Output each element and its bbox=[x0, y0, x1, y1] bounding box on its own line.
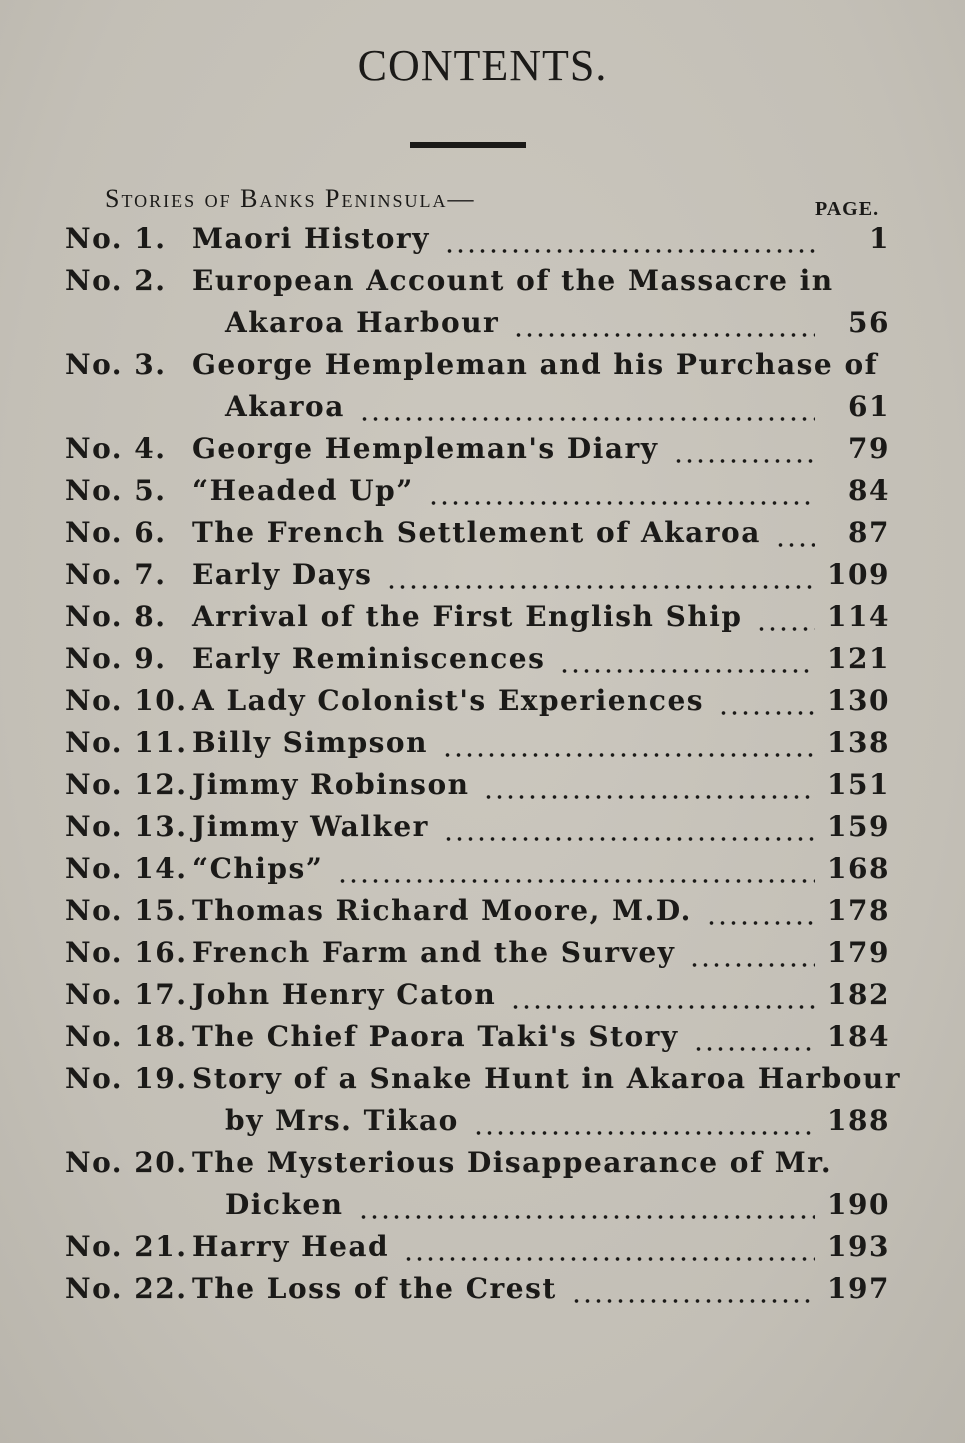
toc-entry-continuation bbox=[0, 306, 965, 348]
entry-number: No. 11. bbox=[65, 726, 188, 759]
entry-number: No. 5. bbox=[65, 474, 167, 507]
entry-number: No. 14. bbox=[65, 852, 188, 885]
entry-page-number: 193 bbox=[827, 1230, 890, 1263]
entry-title: Story of a Snake Hunt in Akaroa Harbour bbox=[192, 1062, 902, 1095]
toc-entry bbox=[0, 600, 965, 642]
entry-page-number: 79 bbox=[848, 432, 890, 465]
dot-leader bbox=[443, 836, 815, 842]
toc-entry-continuation bbox=[0, 1104, 965, 1146]
dot-leader bbox=[358, 1214, 815, 1220]
entry-title-continued: by Mrs. Tikao bbox=[225, 1104, 459, 1137]
entry-title: The Mysterious Disappearance of Mr. bbox=[192, 1146, 833, 1179]
toc-entry bbox=[0, 810, 965, 852]
entry-number: No. 15. bbox=[65, 894, 188, 927]
page-column-header: PAGE. bbox=[815, 198, 880, 220]
toc-entry-continuation bbox=[0, 390, 965, 432]
entry-number: No. 19. bbox=[65, 1062, 188, 1095]
entry-number: No. 9. bbox=[65, 642, 167, 675]
dot-leader bbox=[386, 584, 815, 590]
entry-number: No. 13. bbox=[65, 810, 188, 843]
toc-entry bbox=[0, 1272, 965, 1314]
entry-number: No. 17. bbox=[65, 978, 188, 1011]
entry-page-number: 190 bbox=[827, 1188, 890, 1221]
entry-page-number: 56 bbox=[848, 306, 890, 339]
entry-page-number: 178 bbox=[827, 894, 890, 927]
entry-number: No. 12. bbox=[65, 768, 188, 801]
entry-title: Billy Simpson bbox=[192, 726, 428, 759]
entry-title: John Henry Caton bbox=[192, 978, 497, 1011]
toc-entry bbox=[0, 432, 965, 474]
dot-leader bbox=[473, 1130, 815, 1136]
dot-leader bbox=[559, 668, 815, 674]
dot-leader bbox=[513, 332, 815, 338]
toc-entry bbox=[0, 1146, 965, 1188]
entry-title: French Farm and the Survey bbox=[192, 936, 676, 969]
title-rule-divider bbox=[410, 142, 526, 148]
entry-title: Arrival of the First English Ship bbox=[192, 600, 743, 633]
entry-number: No. 18. bbox=[65, 1020, 188, 1053]
entry-title: Jimmy Robinson bbox=[192, 768, 470, 801]
entry-title: “Headed Up” bbox=[192, 474, 414, 507]
toc-entry bbox=[0, 1230, 965, 1272]
dot-leader bbox=[483, 794, 815, 800]
entry-number: No. 22. bbox=[65, 1272, 188, 1305]
entry-page-number: 188 bbox=[827, 1104, 890, 1137]
entry-title: Early Reminiscences bbox=[192, 642, 546, 675]
entry-title: European Account of the Massacre in bbox=[192, 264, 834, 297]
entry-page-number: 184 bbox=[827, 1020, 890, 1053]
dot-leader bbox=[693, 1046, 815, 1052]
entry-number: No. 7. bbox=[65, 558, 167, 591]
entry-page-number: 182 bbox=[827, 978, 890, 1011]
toc-entry bbox=[0, 684, 965, 726]
page-title: CONTENTS. bbox=[357, 41, 608, 90]
entry-title: The Loss of the Crest bbox=[192, 1272, 557, 1305]
entry-number: No. 3. bbox=[65, 348, 167, 381]
entry-page-number: 138 bbox=[827, 726, 890, 759]
section-heading: Stories of Banks Peninsula— bbox=[105, 184, 476, 213]
dot-leader bbox=[510, 1004, 815, 1010]
entry-title: Maori History bbox=[192, 222, 430, 255]
dot-leader bbox=[359, 416, 815, 422]
entry-page-number: 168 bbox=[827, 852, 890, 885]
dot-leader bbox=[403, 1256, 815, 1262]
dot-leader bbox=[756, 626, 815, 632]
entry-title: Thomas Richard Moore, M.D. bbox=[192, 894, 692, 927]
entry-title-continued: Akaroa Harbour bbox=[225, 306, 500, 339]
dot-leader bbox=[689, 962, 815, 968]
entry-page-number: 197 bbox=[827, 1272, 890, 1305]
entry-title: Harry Head bbox=[192, 1230, 390, 1263]
toc-entry bbox=[0, 1020, 965, 1062]
entry-title: Early Days bbox=[192, 558, 373, 591]
entry-number: No. 2. bbox=[65, 264, 167, 297]
entry-title: The French Settlement of Akaroa bbox=[192, 516, 761, 549]
entry-number: No. 1. bbox=[65, 222, 167, 255]
entry-page-number: 61 bbox=[848, 390, 890, 423]
entry-title: George Hempleman's Diary bbox=[192, 432, 659, 465]
entry-title: A Lady Colonist's Experiences bbox=[192, 684, 705, 717]
entry-title: Jimmy Walker bbox=[192, 810, 429, 843]
toc-entry bbox=[0, 1062, 965, 1104]
entry-title: The Chief Paora Taki's Story bbox=[192, 1020, 679, 1053]
entry-page-number: 179 bbox=[827, 936, 890, 969]
entry-page-number: 130 bbox=[827, 684, 890, 717]
entry-title-continued: Akaroa bbox=[225, 390, 345, 423]
dot-leader bbox=[428, 500, 815, 506]
toc-entry bbox=[0, 642, 965, 684]
toc-entry bbox=[0, 726, 965, 768]
contents-list bbox=[0, 222, 965, 1314]
toc-entry-continuation bbox=[0, 1188, 965, 1230]
entry-number: No. 20. bbox=[65, 1146, 188, 1179]
dot-leader bbox=[706, 920, 815, 926]
dot-leader bbox=[775, 542, 815, 548]
entry-page-number: 87 bbox=[848, 516, 890, 549]
dot-leader bbox=[718, 710, 815, 716]
dot-leader bbox=[673, 458, 815, 464]
entry-page-number: 159 bbox=[827, 810, 890, 843]
toc-entry bbox=[0, 516, 965, 558]
entry-page-number: 109 bbox=[827, 558, 890, 591]
toc-entry bbox=[0, 936, 965, 978]
toc-entry bbox=[0, 474, 965, 516]
toc-entry bbox=[0, 852, 965, 894]
entry-page-number: 121 bbox=[827, 642, 890, 675]
entry-number: No. 21. bbox=[65, 1230, 188, 1263]
entry-page-number: 114 bbox=[827, 600, 890, 633]
entry-number: No. 4. bbox=[65, 432, 167, 465]
dot-leader bbox=[442, 752, 815, 758]
entry-page-number: 84 bbox=[848, 474, 890, 507]
toc-entry bbox=[0, 768, 965, 810]
entry-title-continued: Dicken bbox=[225, 1188, 344, 1221]
dot-leader bbox=[337, 878, 815, 884]
toc-entry bbox=[0, 264, 965, 306]
dot-leader bbox=[444, 248, 815, 254]
entry-number: No. 8. bbox=[65, 600, 167, 633]
entry-number: No. 10. bbox=[65, 684, 188, 717]
dot-leader bbox=[571, 1298, 815, 1304]
entry-title: George Hempleman and his Purchase of bbox=[192, 348, 879, 381]
entry-number: No. 6. bbox=[65, 516, 167, 549]
toc-entry bbox=[0, 558, 965, 600]
entry-page-number: 1 bbox=[869, 222, 890, 255]
toc-entry bbox=[0, 222, 965, 264]
entry-number: No. 16. bbox=[65, 936, 188, 969]
toc-entry bbox=[0, 348, 965, 390]
entry-page-number: 151 bbox=[827, 768, 890, 801]
toc-entry bbox=[0, 978, 965, 1020]
entry-title: “Chips” bbox=[192, 852, 324, 885]
toc-entry bbox=[0, 894, 965, 936]
